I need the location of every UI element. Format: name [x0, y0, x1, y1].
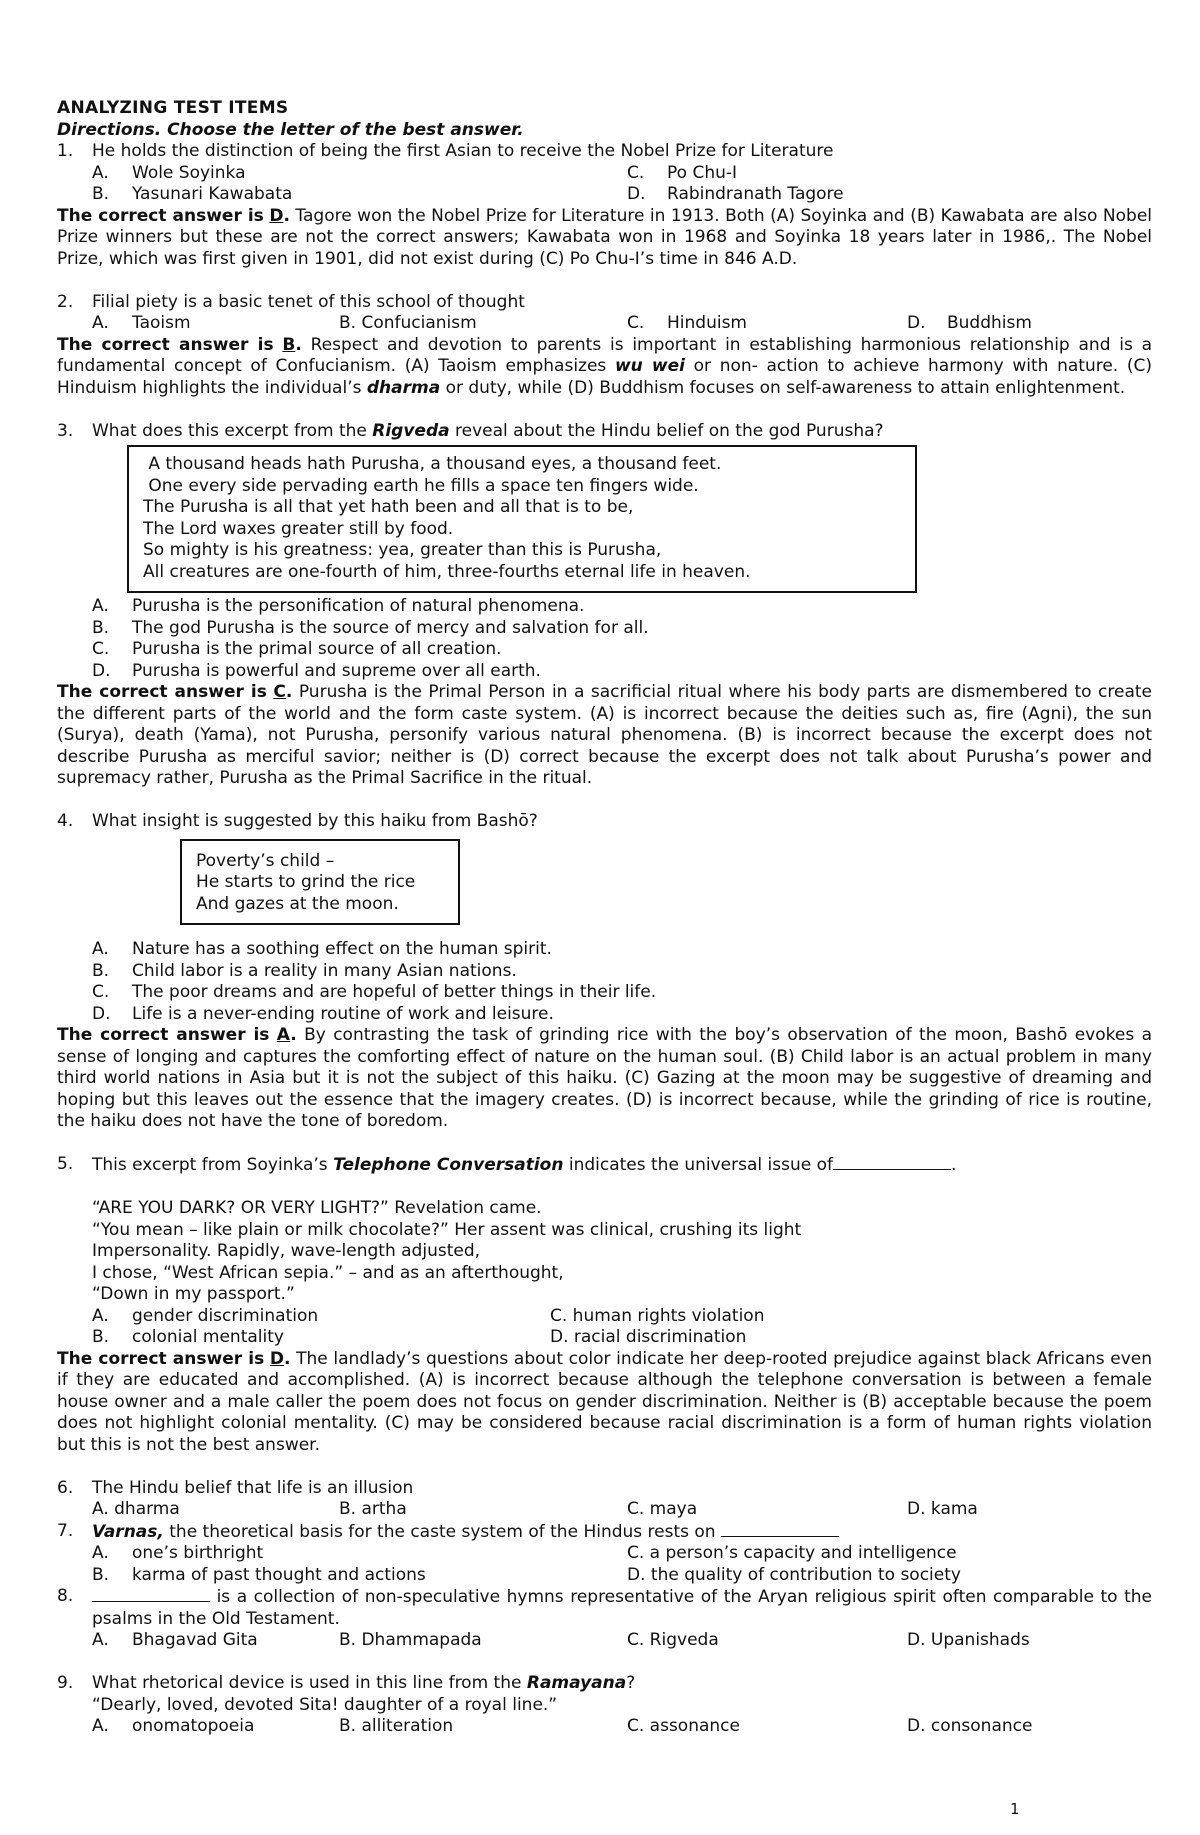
haiku-line: He starts to grind the rice — [196, 872, 416, 892]
option-b: B. Child labor is a reality in many Asian nations. — [92, 960, 517, 981]
q2-answer: The correct answer is B. Respect and devotion to parents is important in establishing harmonious relationship and is a fundamental concept of Confucianism. (A) Taoism emphasizes wu wei or non- action to achieve harmony with nature. (C) Hinduism highlights the individual’s dharma or duty, while (D) Buddhism focuses on self-awareness to attain enlightenment. — [57, 334, 1153, 398]
excerpt-line: A thousand heads hath Purusha, a thousand eyes, a thousand feet. — [143, 454, 722, 474]
question-2: 2. Filial piety is a basic tenet of this school of thought — [57, 292, 1152, 314]
haiku-box — [180, 839, 460, 926]
option-d: D. Rabindranath Tagore — [627, 184, 844, 204]
option-c: C. human rights violation — [550, 1305, 765, 1326]
question-text: He holds the distinction of being the first Asian to receive the Nobel Prize for Literature — [92, 141, 834, 161]
option-b: B. Confucianism — [339, 313, 477, 333]
answer-explanation: The landlady’s questions about color indicate her deep-rooted prejudice against black Africans even if they are educated and accomplished. (A) is incorrect because although the telephone conversation is between a female house owner and a male caller the poem does not focus on gender discrimination. Neither is (B) acceptable because the poem does not highlight colonial mentality. (C) may be considered because racial discrimination is a form of human rights violation but this is not the best answer. — [57, 1348, 1153, 1455]
question-3: 3. What does this excerpt from the Rigveda reveal about the Hindu belief on the god Purusha? — [57, 421, 1152, 443]
answer-blank — [833, 1154, 951, 1170]
question-text: Filial piety is a basic tenet of this school of thought — [92, 291, 525, 312]
option-c: C. assonance — [627, 1716, 740, 1736]
option-d: D. Life is a never-ending routine of work and leisure. — [92, 1003, 554, 1024]
question-4: 4. What insight is suggested by this haiku from Bashō? — [57, 811, 1152, 833]
option-a: A. gender discrimination — [92, 1305, 319, 1326]
option-d: D. Buddhism — [907, 313, 1032, 333]
option-c: C. Purusha is the primal source of all creation. — [92, 639, 502, 659]
question-6: 6. The Hindu belief that life is an illusion — [57, 1478, 1152, 1500]
option-b: B. artha — [339, 1499, 407, 1519]
q9-options — [57, 1716, 1152, 1738]
option-a: A. one’s birthright — [92, 1543, 264, 1563]
term-dharma: dharma — [366, 377, 441, 398]
option-b: B. Dhammapada — [339, 1630, 482, 1650]
question-text: What insight is suggested by this haiku from Bashō? — [92, 811, 538, 831]
excerpt-line: The Lord waxes greater still by food. — [143, 518, 454, 539]
poem-line: I chose, “West African sepia.” – and as an afterthought, — [92, 1262, 564, 1283]
option-b: B. Yasunari Kawabata — [92, 184, 293, 204]
poem-excerpt — [57, 1198, 1152, 1306]
question-text: Varnas, the theoretical basis for the caste system of the Hindus rests on — [92, 1521, 1152, 1544]
quote-line: “Dearly, loved, devoted Sita! daughter of a royal line.” — [92, 1694, 558, 1715]
q4-answer: The correct answer is A. By contrasting the task of grinding rice with the boy’s observation of the moon, Bashō evokes a sense of longing and captures the comforting effect of nature on the human soul. (B) Child labor is an actual problem in many third world nations in Asia but it is not the subject of this haiku. (C) Gazing at the moon may be suggestive of dreaming and hoping but this leaves out the essence that the imagery creates. (D) is incorrect because, while the grinding of rice is routine, the haiku does not have the tone of boredom. — [57, 1025, 1152, 1131]
option-a: A. Taoism — [92, 313, 191, 333]
question-1 — [57, 141, 1152, 163]
answer-explanation: By contrasting the task of grinding rice with the boy’s observation of the moon, Bashō evokes a sense of longing and captures the comforting effect of nature on the human soul. (B) Child labor is an actual problem in many third world nations in Asia but it is not the subject of this haiku. (C) Gazing at the moon may be suggestive of dreaming and hoping but this leaves out the essence that the imagery creates. (D) is incorrect because, while the grinding of rice is routine, the haiku does not have the tone of boredom. — [57, 1025, 1152, 1131]
question-5: 5. This excerpt from Soyinka’s Telephone Conversation indicates the universal issue of . — [57, 1154, 1152, 1177]
option-b: B. karma of past thought and actions — [92, 1564, 426, 1585]
poem-line: “You mean – like plain or milk chocolate?” Her assent was clinical, crushing its light — [92, 1219, 802, 1240]
q3-answer: The correct answer is C. Purusha is the Primal Person in a sacrificial ritual where his body parts are dismembered to create the different parts of the world and the form caste system. (A) is incorrect because the deities such as, fire (Agni), the sun (Surya), death (Yama), not Purusha, personify various natural phenomena. (B) is incorrect because the excerpt does not describe Purusha as merciful savior; neither is (D) correct because the excerpt does not talk about Purusha’s power and supremacy rather, Purusha as the Primal Sacrifice in the ritual. — [57, 682, 1153, 788]
option-a: A. Nature has a soothing effect on the human spirit. — [92, 939, 552, 959]
haiku-line: Poverty’s child – — [196, 850, 335, 871]
page-title: ANALYZING TEST ITEMS — [57, 98, 289, 118]
q1-options-row-2 — [57, 184, 1152, 206]
q6-options — [57, 1499, 1152, 1521]
q5-answer: The correct answer is D. The landlady’s questions about color indicate her deep-rooted prejudice against black Africans even if they are educated and accomplished. (A) is incorrect because although the telephone conversation is between a female house owner and a male caller the poem does not focus on gender discrimination. Neither is (B) acceptable because the poem does not highlight colonial mentality. (C) may be considered because racial discrimination is a form of human rights violation but this is not the best answer. — [57, 1348, 1153, 1455]
answer-letter: A — [276, 1025, 291, 1045]
option-a: A. Bhagavad Gita — [92, 1630, 258, 1650]
q2-options — [57, 313, 1152, 335]
option-d: D. kama — [907, 1499, 978, 1519]
q1-options-row-1 — [57, 163, 1152, 185]
question-7: 7. Varnas, the theoretical basis for the caste system of the Hindus rests on — [57, 1521, 1152, 1544]
option-c: C. The poor dreams and are hopeful of better things in their life. — [92, 982, 657, 1002]
excerpt-line: So mighty is his greatness: yea, greater than this is Purusha, — [143, 540, 662, 560]
question-number: 1. — [57, 141, 74, 161]
option-d: D. consonance — [907, 1716, 1033, 1736]
title-rigveda: Rigveda — [372, 420, 450, 441]
answer-letter: C — [273, 682, 286, 702]
option-b: B. The god Purusha is the source of mercy and salvation for all. — [92, 617, 649, 638]
option-d: D. the quality of contribution to society — [627, 1564, 961, 1585]
directions: Directions. Choose the letter of the best answer. — [57, 119, 524, 140]
answer-letter: B — [282, 334, 296, 355]
option-c: C. a person’s capacity and intelligence — [627, 1543, 957, 1563]
answer-letter: D — [269, 1348, 284, 1369]
term-wu-wei: wu wei — [614, 356, 685, 376]
question-8: 8. is a collection of non-speculative hymns representative of the Aryan religious spirit often comparable to the psalms in the Old Testament. — [57, 1586, 1153, 1629]
poem-line: “ARE YOU DARK? OR VERY LIGHT?” Revelation came. — [92, 1198, 542, 1218]
option-a: A. Wole Soyinka — [92, 162, 246, 183]
term-varnas: Varnas, — [92, 1521, 164, 1542]
q8-options — [57, 1630, 1152, 1652]
poem-line: “Down in my passport.” — [92, 1284, 295, 1304]
answer-explanation: Purusha is the Primal Person in a sacrificial ritual where his body parts are dismembered to create the different parts of the world and the form caste system. (A) is incorrect because the deities such as, fire (Agni), the sun (Surya), death (Yama), not Purusha, personify various natural phenomena. (B) is incorrect because the excerpt does not describe Purusha as merciful savior; neither is (D) correct because the excerpt does not talk about Purusha’s power and supremacy rather, Purusha as the Primal Sacrifice in the ritual. — [57, 682, 1153, 788]
question-text: What rhetorical device is used in this line from the Ramayana? — [92, 1673, 636, 1693]
option-b: B. alliteration — [339, 1716, 454, 1736]
excerpt-line: All creatures are one-fourth of him, three-fourths eternal life in heaven. — [143, 561, 751, 582]
q3-options — [57, 596, 1152, 682]
q1-answer: The correct answer is D. Tagore won the Nobel Prize for Literature in 1913. Both (A) Soyinka and (B) Kawabata are also Nobel Prize winners but these are not the correct answers; Kawabata won in 1968 and Soyinka 18 years later in 1986,. The Nobel Prize, which was first given in 1901, did not exist during (C) Po Chu-I’s time in 846 A.D. — [57, 205, 1153, 269]
question-text: This excerpt from Soyinka’s Telephone Conversation indicates the universal issue of . — [92, 1155, 957, 1175]
test-content — [57, 98, 1152, 1738]
option-a: A. dharma — [92, 1499, 180, 1519]
title-telephone-conversation: Telephone Conversation — [333, 1155, 564, 1175]
option-a: A. onomatopoeia — [92, 1716, 255, 1736]
excerpt-line: One every side pervading earth he fills a space ten fingers wide. — [143, 475, 699, 496]
option-c: C. Hinduism — [627, 313, 747, 333]
q5-options-row-2 — [57, 1327, 1152, 1349]
excerpt-box — [127, 445, 917, 593]
option-b: B. colonial mentality — [92, 1327, 284, 1347]
option-d: D. racial discrimination — [550, 1327, 747, 1347]
answer-blank — [721, 1521, 839, 1537]
poem-line: Impersonality. Rapidly, wave-length adjusted, — [92, 1241, 481, 1261]
question-text: The Hindu belief that life is an illusion — [92, 1477, 414, 1498]
option-d: D. Purusha is powerful and supreme over all earth. — [92, 660, 541, 681]
excerpt-line: The Purusha is all that yet hath been and all that is to be, — [143, 497, 634, 517]
q7-options-row-1 — [57, 1543, 1152, 1565]
question-text: What does this excerpt from the Rigveda reveal about the Hindu belief on the god Purusha? — [92, 420, 884, 441]
answer-blank — [92, 1586, 210, 1602]
haiku-line: And gazes at the moon. — [196, 893, 399, 914]
q4-options — [57, 939, 1152, 1025]
option-c: C. Rigveda — [627, 1630, 719, 1650]
q7-options-row-2 — [57, 1565, 1152, 1587]
question-9: 9. What rhetorical device is used in this line from the Ramayana? — [57, 1673, 1152, 1695]
option-a: A. Purusha is the personification of natural phenomena. — [92, 596, 585, 616]
answer-letter: D — [269, 205, 284, 226]
option-d: D. Upanishads — [907, 1630, 1030, 1650]
answer-lead: The correct answer is — [57, 205, 264, 226]
option-c: C. maya — [627, 1499, 698, 1519]
option-c: C. Po Chu-I — [627, 162, 738, 183]
answer-explanation: Tagore won the Nobel Prize for Literature in 1913. Both (A) Soyinka and (B) Kawabata are also Nobel Prize winners but these are not the correct answers; Kawabata won in 1968 and Soyinka 18 years later in 1986,. The Nobel Prize, which was first given in 1901, did not exist during (C) Po Chu-I’s time in 846 A.D. — [57, 205, 1153, 269]
page-number: 1 — [1010, 1800, 1020, 1818]
question-text: is a collection of non-speculative hymns representative of the Aryan religious spirit often comparable to the psalms in the Old Testament. — [92, 1587, 1153, 1629]
q5-options-row-1 — [57, 1306, 1152, 1328]
title-ramayana: Ramayana — [526, 1673, 627, 1693]
